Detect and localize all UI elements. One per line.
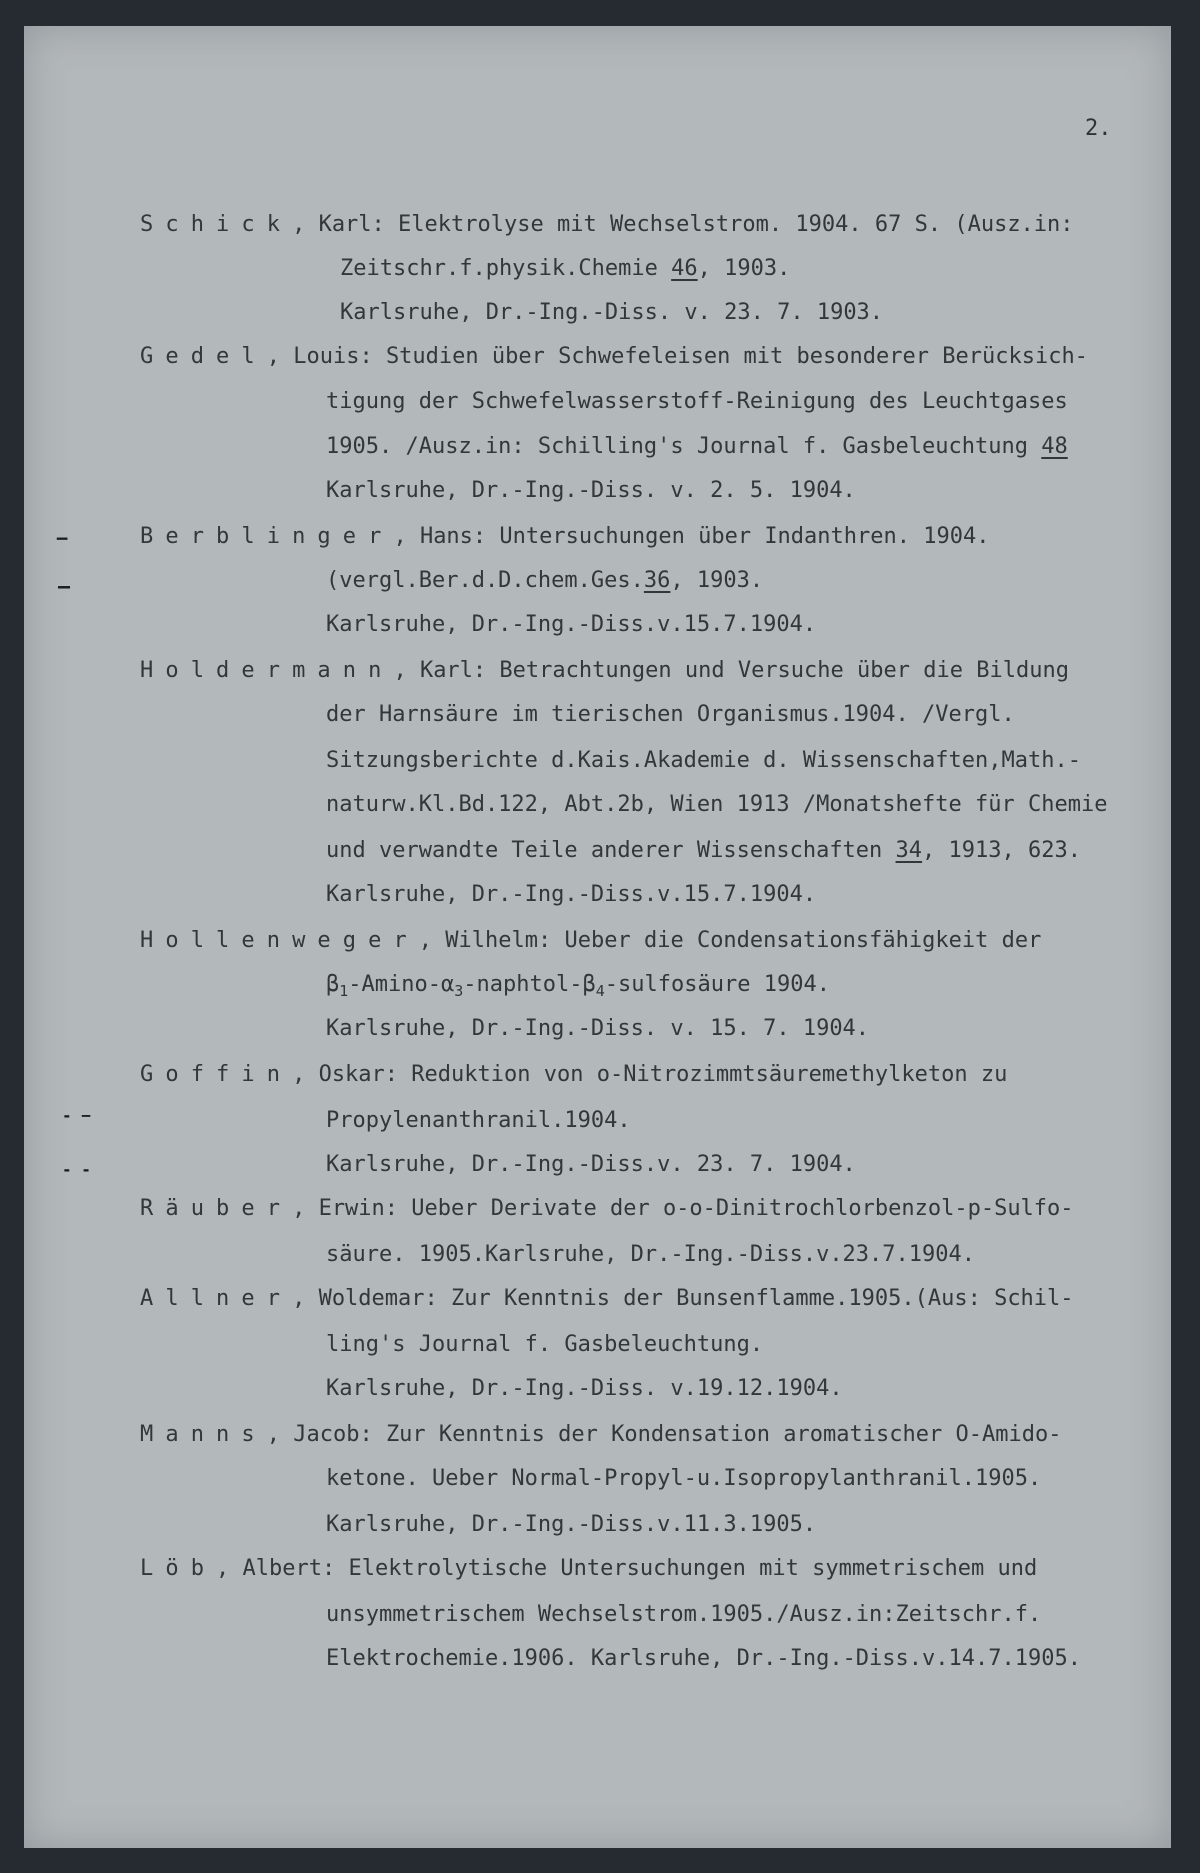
entry-holdermann-line-4: naturw.Kl.Bd.122, Abt.2b, Wien 1913 /Monatshefte für Chemie	[326, 792, 1108, 817]
author-surname: Schick	[140, 212, 293, 237]
margin-mark: −	[56, 526, 69, 550]
entry-manns-line-2: ketone. Ueber Normal-Propyl-u.Isopropylanthranil.1905.	[326, 1466, 1042, 1491]
entry-raeuber-line-1: Räuber, Erwin: Ueber Derivate der o-o-Dinitrochlorbenzol-p-Sulfo-	[140, 1196, 1074, 1221]
entry-goffin-line-1: Goffin, Oskar: Reduktion von o-Nitrozimmtsäuremethylketon zu	[140, 1062, 1008, 1087]
entry-manns-line-3: Karlsruhe, Dr.-Ing.-Diss.v.11.3.1905.	[326, 1512, 817, 1537]
volume-number: 34	[895, 838, 923, 863]
volume-number: 46	[671, 256, 698, 281]
entry-gedel-line-4: Karlsruhe, Dr.-Ing.-Diss. v. 2. 5. 1904.	[326, 478, 856, 503]
entry-loeb-line-2: unsymmetrischem Wechselstrom.1905./Ausz.in:Zeitschr.f.	[326, 1602, 1042, 1627]
entry-allner-line-1: Allner, Woldemar: Zur Kenntnis der Bunsenflamme.1905.(Aus: Schil-	[140, 1286, 1074, 1311]
volume-number: 48	[1041, 434, 1068, 459]
entry-holdermann-line-1: Holdermann, Karl: Betrachtungen und Versuche über die Bildung	[140, 658, 1069, 683]
margin-mark: - −	[62, 1106, 91, 1125]
entry-berblinger-line-2: (vergl.Ber.d.D.chem.Ges.36, 1903.	[326, 568, 764, 593]
entry-hollenweger-line-2: $\beta_1-Amino-\alpha_3-naphtol-\beta_4$-sulfosäure 1904.	[326, 972, 830, 1000]
author-surname: Holdermann	[140, 658, 394, 683]
author-surname: Berblinger	[140, 524, 394, 549]
page-number: 2.	[1085, 116, 1112, 141]
entry-manns-line-1: Manns, Jacob: Zur Kenntnis der Kondensation aromatischer O-Amido-	[140, 1422, 1062, 1447]
entry-schick-line-1: Schick, Karl: Elektrolyse mit Wechselstrom. 1904. 67 S. (Ausz.in:	[140, 212, 1074, 237]
entry-goffin-line-3: Karlsruhe, Dr.-Ing.-Diss.v. 23. 7. 1904.	[326, 1152, 856, 1177]
author-surname: Gedel	[140, 344, 267, 369]
entry-schick-line-3: Karlsruhe, Dr.-Ing.-Diss. v. 23. 7. 1903.	[340, 300, 884, 325]
entry-goffin-line-2: Propylenanthranil.1904.	[326, 1108, 631, 1133]
author-surname: Hollenweger	[140, 928, 419, 953]
entry-schick-line-2: Zeitschr.f.physik.Chemie 46, 1903.	[340, 256, 791, 281]
author-surname: Manns	[140, 1422, 267, 1447]
entry-gedel-line-3: 1905. /Ausz.in: Schilling's Journal f. Gasbeleuchtung 48	[326, 434, 1068, 459]
entry-holdermann-line-3: Sitzungsberichte d.Kais.Akademie d. Wissenschaften,Math.-	[326, 748, 1081, 773]
volume-number: 36	[643, 568, 671, 593]
entry-berblinger-line-1: Berblinger, Hans: Untersuchungen über Indanthren. 1904.	[140, 524, 990, 549]
entry-loeb-line-1: Löb, Albert: Elektrolytische Untersuchungen mit symmetrischem und	[140, 1556, 1038, 1581]
entry-holdermann-line-6: Karlsruhe, Dr.-Ing.-Diss.v.15.7.1904.	[326, 882, 817, 907]
entry-berblinger-line-3: Karlsruhe, Dr.-Ing.-Diss.v.15.7.1904.	[326, 612, 817, 637]
author-surname: Goffin	[140, 1062, 293, 1087]
entry-gedel-line-2: tigung der Schwefelwasserstoff-Reinigung des Leuchtgases	[326, 389, 1068, 414]
entry-hollenweger-line-3: Karlsruhe, Dr.-Ing.-Diss. v. 15. 7. 1904.	[326, 1016, 870, 1041]
margin-mark: —	[58, 574, 71, 598]
author-surname: Allner	[140, 1286, 293, 1311]
entry-loeb-line-3: Elektrochemie.1906. Karlsruhe, Dr.-Ing.-Diss.v.14.7.1905.	[326, 1646, 1081, 1671]
margin-mark: - -	[62, 1160, 91, 1179]
author-surname: Löb	[140, 1556, 217, 1581]
entry-holdermann-line-5: und verwandte Teile anderer Wissenschaften 34, 1913, 623.	[326, 838, 1081, 863]
entry-hollenweger-line-1: Hollenweger, Wilhelm: Ueber die Condensationsfähigkeit der	[140, 928, 1042, 953]
entry-holdermann-line-2: der Harnsäure im tierischen Organismus.1904. /Vergl.	[326, 702, 1015, 727]
entry-gedel-line-1: Gedel, Louis: Studien über Schwefeleisen mit besonderer Berücksich-	[140, 344, 1088, 369]
entry-allner-line-2: ling's Journal f. Gasbeleuchtung.	[326, 1332, 764, 1357]
entry-raeuber-line-2: säure. 1905.Karlsruhe, Dr.-Ing.-Diss.v.23.7.1904.	[326, 1242, 976, 1267]
author-surname: Räuber	[140, 1196, 293, 1221]
entry-allner-line-3: Karlsruhe, Dr.-Ing.-Diss. v.19.12.1904.	[326, 1376, 843, 1401]
